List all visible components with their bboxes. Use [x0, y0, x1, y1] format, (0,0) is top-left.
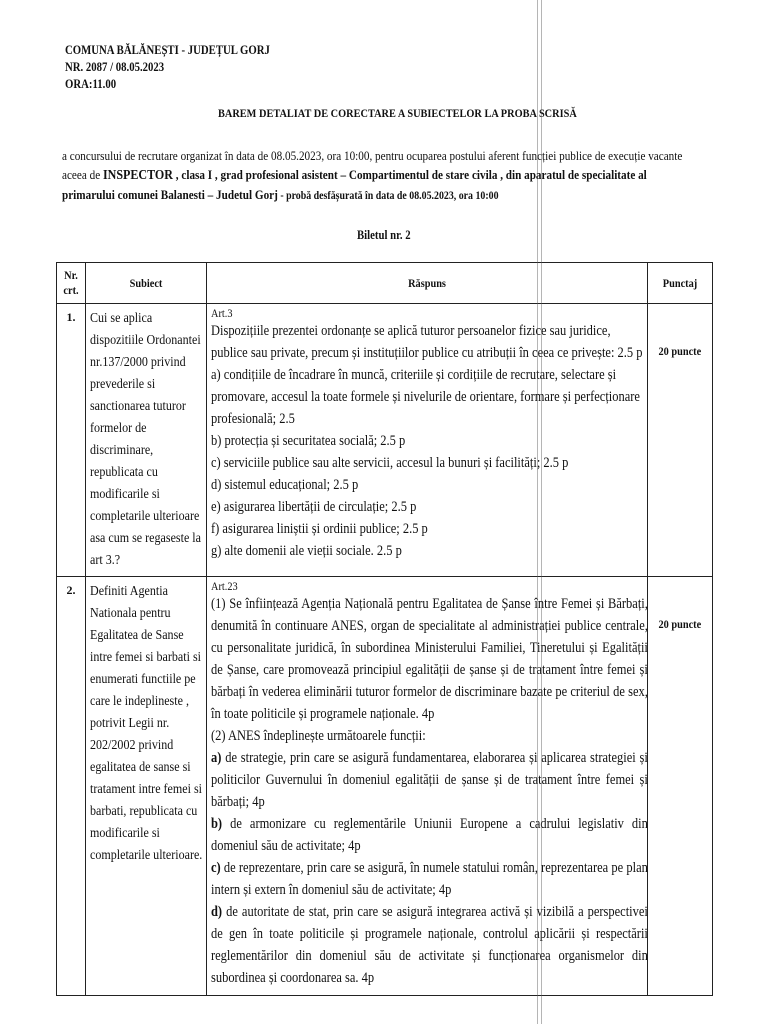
intro-paragraph — [62, 146, 700, 206]
header-subiect: Subiect — [86, 263, 207, 304]
row-number: 2. — [57, 577, 86, 996]
answer-line: g) alte domenii ale vieții sociale. 2.5 p — [211, 543, 402, 559]
points-value: 20 puncte — [658, 617, 702, 631]
answer-item: b) de armonizare cu reglementările Uniunii Europene a cadrului legislativ din domeniul său de activitate; 4p — [211, 816, 648, 854]
answer-paragraph: (1) Se înființează Agenția Națională pentru Egalitatea de Șanse între Femei și Bărbați, denumită în continuare ANES, organ de specialitate al administrației publice centrale, cu personalitate juridică, în subordinea Ministerului Familiei, Tineretului și Egalității de Șanse, care promovează principiul egalității de șanse și de tratament între femei și bărbați în vederea eliminării tuturor formelor de discriminare bazate pe criteriul de sex, în toate politicile și programele naționale. 4p — [211, 596, 648, 722]
document-title: BAREM DETALIAT DE CORECTARE A SUBIECTELOR LA PROBA SCRISĂ — [218, 106, 577, 120]
subject-cell — [86, 304, 207, 577]
answer-line: f) asigurarea liniștii și ordinii publice; 2.5 p — [211, 521, 428, 537]
answer-item: d) de autoritate de stat, prin care se asigură integrarea activă și vizibilă a perspectivei de gen în toate politicile și programele naționale, controlul aplicării și respectării reglementărilor din domeniul său de activitate și funcționarea organismelor din subordinea și coordonarea sa. 4p — [211, 904, 648, 986]
row-number: 1. — [57, 304, 86, 577]
answer-line: d) sistemul educațional; 2.5 p — [211, 477, 359, 493]
answer-line: c) serviciile publice sau alte servicii, accesul la bunuri și facilități; 2.5 p — [211, 455, 569, 471]
table-header-row — [57, 263, 713, 304]
points-value: 20 puncte — [658, 344, 702, 358]
article-label: Art.23 — [211, 579, 238, 593]
answer-item: c) de reprezentare, prin care se asigură, în numele statului român, reprezentarea pe plan intern și extern în domeniul său de activitate; 4p — [211, 860, 648, 898]
header-punctaj: Punctaj — [648, 263, 713, 304]
table-row — [57, 577, 713, 996]
grading-table — [56, 262, 713, 996]
scan-fold-line — [541, 0, 542, 1024]
answer-line: a) condițiile de încadrare în muncă, criteriile și cordițiile de recrutare, selectare și promovare, accesul la toate formele și nivelurile de orientare, formare și perfecționare profesională; 2.5 — [211, 367, 640, 427]
table-row — [57, 304, 713, 577]
intro-post: INSPECTOR — [102, 168, 173, 183]
points-cell — [648, 577, 713, 996]
answer-line: b) protecția și securitatea socială; 2.5 p — [211, 433, 406, 449]
answer-line: Dispozițiile prezentei ordonanțe se aplică tuturor persoanelor fizice sau juridice, publice sau private, precum și instituțiilor publice cu atribuții în ceea ce privește: 2.5 p — [211, 323, 643, 361]
answer-line: e) asigurarea libertății de circulație; 2.5 p — [211, 499, 417, 515]
header-raspuns: Răspuns — [207, 263, 648, 304]
header-nr: Nr. crt. — [57, 263, 86, 304]
intro-text-3: - probă desfășurată în data de 08.05.2023, ora 10:00 — [277, 190, 499, 202]
scan-fold-line — [537, 0, 538, 1024]
subject-cell — [86, 577, 207, 996]
answer-cell — [207, 304, 648, 577]
subject-text: Definiti Agentia Nationala pentru Egalitatea de Sanse intre femei si barbati si enumerati functiile pe care le indeplineste , potrivit Legii nr. 202/2002 privind egalitatea de sanse si tratament intre femei si barbati, republicata cu modificarile si completarile ulterioare. — [90, 584, 203, 863]
intro-text-2: , clasa I , grad profesional asistent – Compartimentul de stare civila , din aparatul de specialitate al primarului comunei Balanesti – Judetul Gorj — [62, 167, 647, 202]
points-cell — [648, 304, 713, 577]
answer-paragraph: (2) ANES îndeplinește următoarele funcții: — [211, 728, 426, 744]
subject-text: Cui se aplica dispozitiile Ordonantei nr.137/2000 privind prevederile si sanctionarea tuturor formelor de discriminare, republicata cu modificarile si completarile ulterioare asa cum se regaseste la art 3.? — [90, 311, 201, 568]
article-label: Art.3 — [211, 306, 233, 320]
intro-text-1: a concursului de recrutare organizat în data de 08.05.2023, ora 10:00, pentru ocuparea postului aferent funcției publice de execuție vacante aceea de — [62, 148, 683, 182]
header-number: NR. 2087 / 08.05.2023 — [65, 60, 165, 74]
header-time: ORA:11.00 — [65, 77, 117, 91]
answer-item: a) de strategie, prin care se asigură fundamentarea, elaborarea și aplicarea strategiei și politicilor Guvernului în domeniul egalității de șanse și de tratament între femei și bărbați; 4p — [211, 750, 648, 810]
header-commune: COMUNA BĂLĂNEȘTI - JUDEȚUL GORJ — [65, 43, 270, 57]
answer-cell — [207, 577, 648, 996]
ticket-number: Biletul nr. 2 — [357, 228, 411, 242]
